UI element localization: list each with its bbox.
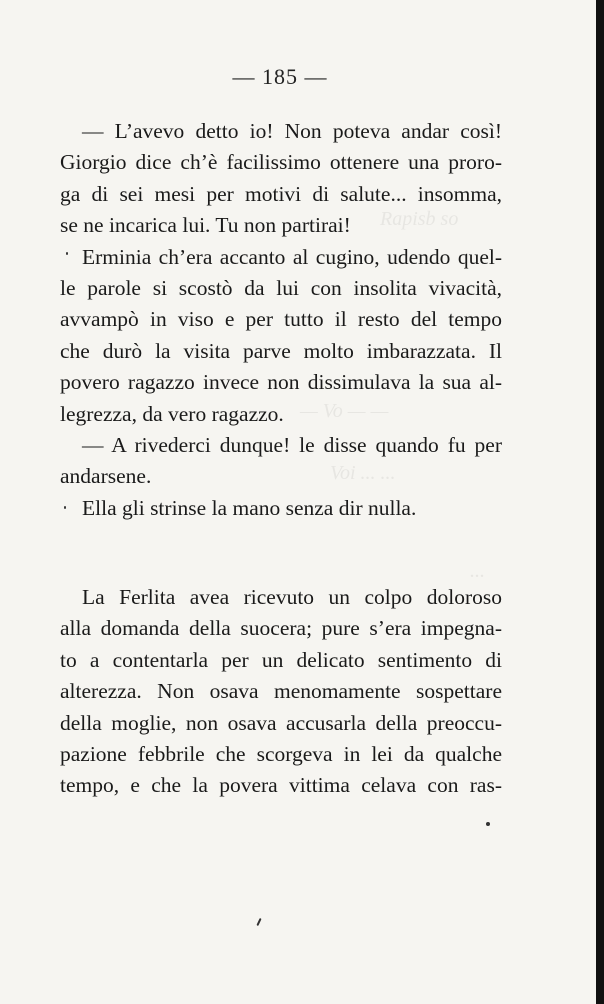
text-line: che durò la visita parve molto imbarazzata. Il: [60, 338, 502, 363]
print-speck: [486, 822, 490, 826]
text-line: povero ragazzo invece non dissimulava la sua al-: [60, 370, 502, 395]
text-block-1: [60, 116, 502, 524]
bleed-through-decoration: ...: [470, 560, 485, 582]
bleed-through-decoration: Voi ... ...: [330, 462, 396, 484]
text-line: della moglie, non osava accusarla della preoccu-: [60, 710, 502, 735]
print-speck: [64, 506, 66, 509]
text-line: to a contentarla per un delicato sentimento di: [60, 647, 502, 672]
page-edge-shadow: [596, 0, 604, 1004]
text-line: — L’avevo detto io! Non poteva andar così!: [82, 119, 502, 143]
text-line: tempo, e che la povera vittima celava con ras-: [60, 773, 502, 798]
page-number: — 185 —: [232, 64, 328, 89]
text-line: Ella gli strinse la mano senza dir nulla.: [82, 495, 417, 520]
print-speck: [66, 252, 68, 255]
text-line: La Ferlita avea ricevuto un colpo doloroso: [82, 585, 502, 609]
text-line: se ne incarica lui. Tu non partirai!: [60, 213, 351, 238]
text-line: le parole si scostò da lui con insolita vivacità,: [60, 276, 502, 301]
text-line: ga di sei mesi per motivi di salute... insomma,: [60, 181, 502, 206]
text-line: — A rivederci dunque! le disse quando fu per: [82, 433, 502, 458]
text-line: Giorgio dice ch’è facilissimo ottenere una proro-: [60, 150, 502, 175]
text-line: andarsene.: [60, 464, 152, 489]
text-line: avvampò in viso e per tutto il resto del tempo: [60, 307, 502, 332]
text-line: alla domanda della suocera; pure s’era impegna-: [60, 616, 502, 641]
text-line: pazione febbrile che scorgeva in lei da qualche: [60, 742, 502, 767]
text-line: Erminia ch’era accanto al cugino, udendo quel-: [82, 244, 502, 269]
print-speck: [256, 918, 261, 926]
text-line: alterezza. Non osava menomamente sospettare: [60, 679, 502, 704]
bleed-through-decoration: Rapisb so: [380, 208, 459, 230]
bleed-through-decoration: — Vo — —: [300, 400, 389, 422]
text-line: legrezza, da vero ragazzo.: [60, 401, 284, 426]
text-block-2: [60, 582, 502, 802]
